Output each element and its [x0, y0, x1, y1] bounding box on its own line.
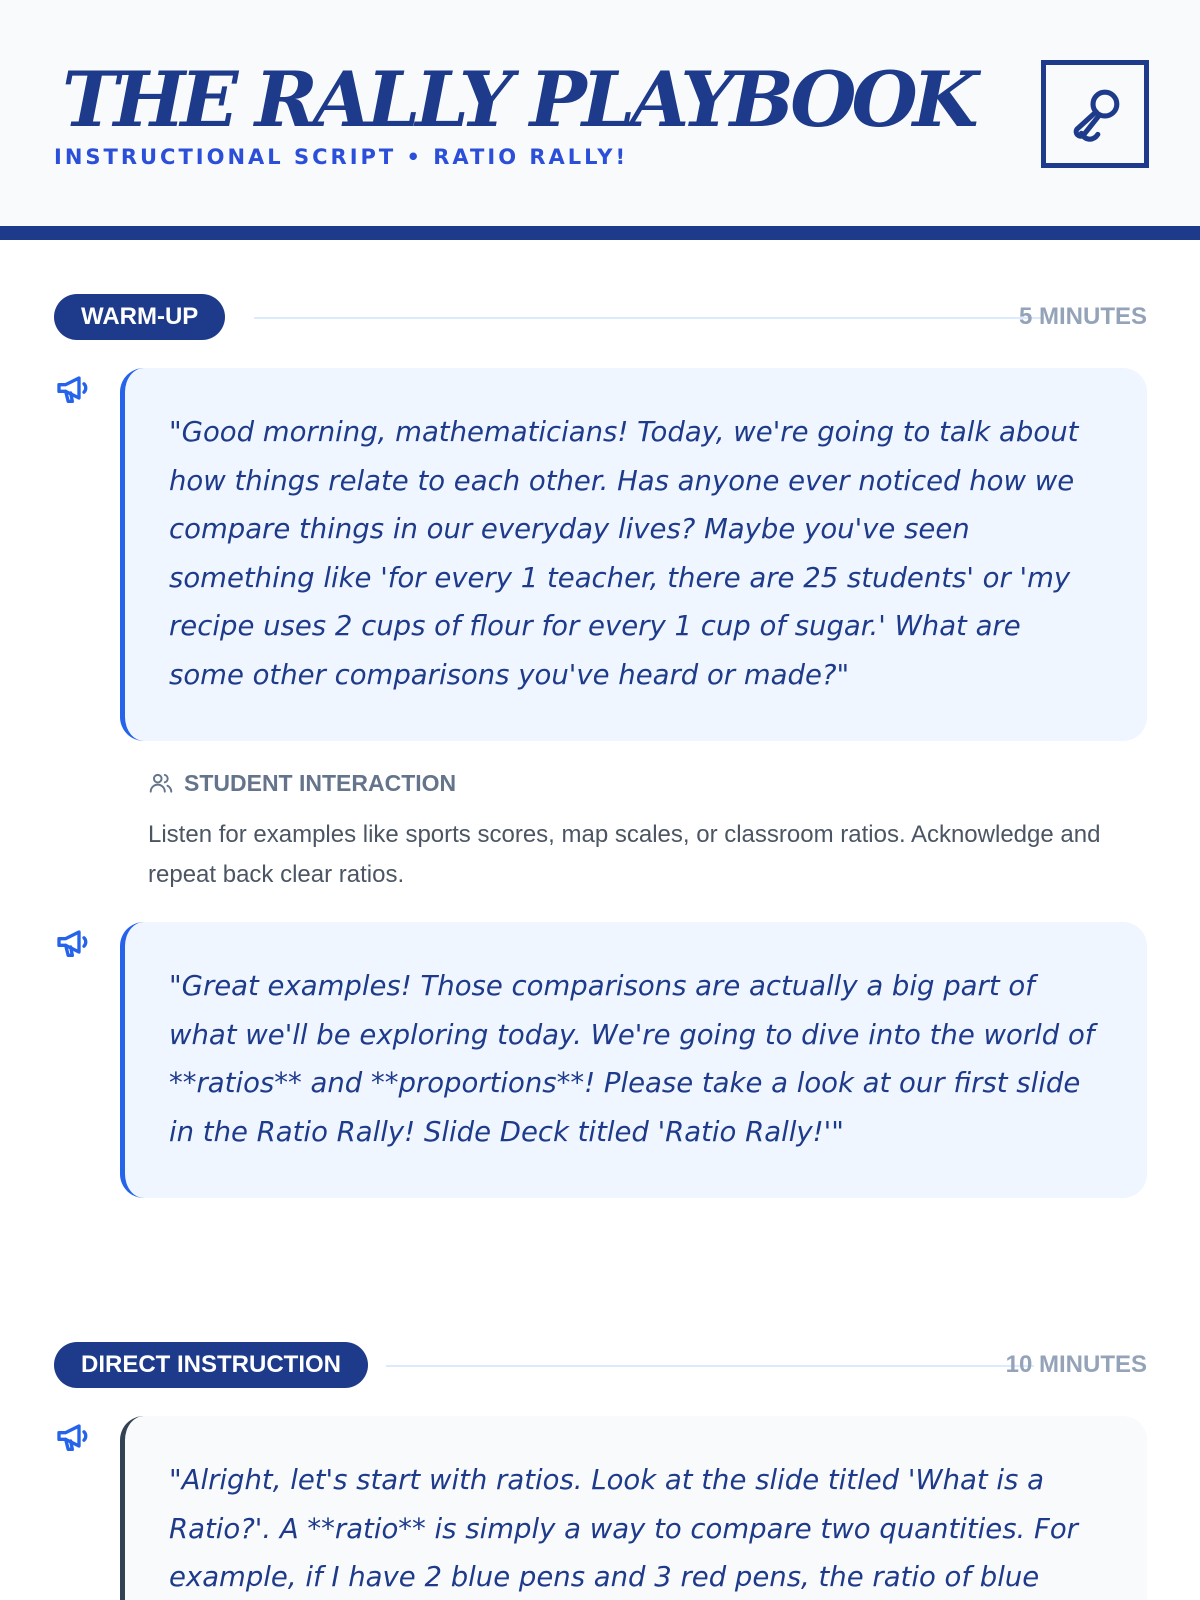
page-header: [0, 0, 1200, 240]
page-title: THE RALLY PLAYBOOK: [62, 55, 974, 144]
section-duration: 10 MINUTES: [1005, 1351, 1147, 1378]
section-pill: DIRECT INSTRUCTION: [54, 1342, 368, 1388]
teacher-script-quote: "Great examples! Those comparisons are actually a big part of what we'll be exploring today. We're going to dive into the world of **ratios** and **proportions**! Please take a look at our first slide in the Ratio Rally! Slide Deck titled 'Ratio Rally!'": [120, 922, 1147, 1198]
page-subtitle: INSTRUCTIONAL SCRIPT • RATIO RALLY!: [54, 145, 629, 169]
section-header-direct-instruction: [54, 1342, 1147, 1390]
microphone-icon: [1041, 60, 1149, 168]
section-divider: [254, 317, 1044, 319]
users-icon: [148, 770, 174, 796]
student-interaction-label: [148, 768, 456, 798]
section-pill: WARM-UP: [54, 294, 225, 340]
section-divider: [386, 1365, 1034, 1367]
teacher-script-quote: "Good morning, mathematicians! Today, we're going to talk about how things relate to each other. Has anyone ever noticed how we compare things in our everyday lives? Maybe you've seen something like 'for every 1 teacher, there are 25 students' or 'my recipe uses 2 cups of flour for every 1 cup of sugar.' What are some other comparisons you've heard or made?": [120, 368, 1147, 741]
student-interaction-heading: STUDENT INTERACTION: [184, 769, 457, 796]
section-header-warm-up: [54, 294, 1147, 342]
megaphone-icon: [54, 368, 94, 408]
section-duration: 5 MINUTES: [1018, 303, 1147, 330]
megaphone-icon: [54, 922, 94, 962]
teacher-script-quote: "Alright, let's start with ratios. Look at the slide titled 'What is a Ratio?'. A **ratio** is simply a way to compare two quantities. For example, if I have 2 blue pens and 3 red pens, the ratio of blue: [120, 1416, 1147, 1600]
megaphone-icon: [54, 1416, 94, 1456]
student-interaction-text: Listen for examples like sports scores, map scales, or classroom ratios. Acknowledge and repeat back clear ratios.: [148, 821, 1101, 888]
